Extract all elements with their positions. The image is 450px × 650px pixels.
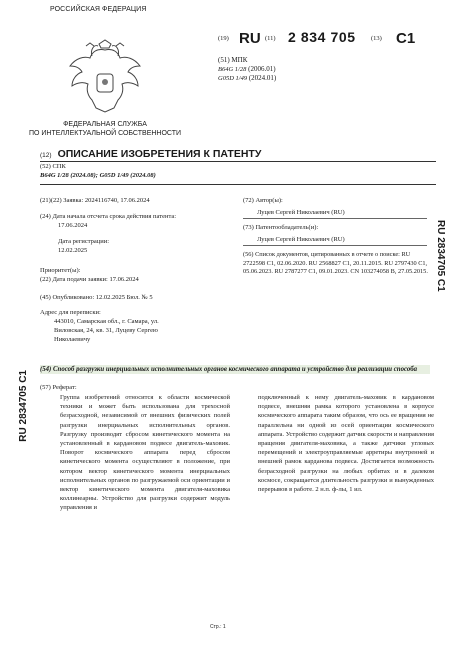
ipc-row-2 bbox=[218, 74, 276, 83]
application-field: (21)(22) Заявка: 2024116740, 17.06.2024 bbox=[40, 197, 150, 204]
registration-field bbox=[40, 237, 220, 255]
ipc-version-1: (2006.01) bbox=[248, 65, 276, 73]
title-text: ОПИСАНИЕ ИЗОБРЕТЕНИЯ К ПАТЕНТУ bbox=[57, 148, 262, 160]
author-label: (72) Автор(ы): bbox=[243, 197, 283, 204]
right-margin-code-text: RU 2834705 C1 bbox=[435, 220, 446, 292]
term-start-value: 17.06.2024 bbox=[58, 222, 88, 229]
kind-code: C1 bbox=[396, 30, 416, 47]
spk-value: B64G 1/28 (2024.08); G05D 1/49 (2024.08) bbox=[40, 172, 156, 179]
abstract-label: (57) Реферат: bbox=[40, 384, 77, 391]
left-margin-code bbox=[14, 370, 28, 450]
spk-label: (52) СПК bbox=[40, 163, 66, 170]
registration-label: Дата регистрации: bbox=[58, 238, 110, 245]
author-field bbox=[243, 196, 428, 217]
ipc-version-2: (2024.01) bbox=[248, 74, 277, 82]
ipc-class-1: B64G 1/28 bbox=[218, 66, 247, 73]
owner-label: (73) Патентообладатель(и): bbox=[243, 224, 319, 231]
registration-value: 12.02.2025 bbox=[58, 247, 88, 254]
page-footer: Стр.: 1 bbox=[210, 624, 226, 630]
agency-name bbox=[20, 120, 190, 138]
priority-field bbox=[40, 266, 220, 284]
coat-of-arms-emblem bbox=[62, 38, 148, 120]
ipc-row-1 bbox=[218, 65, 276, 74]
left-margin-code-text: RU 2834705 C1 bbox=[18, 370, 29, 442]
cited-documents: (56) Список документов, цитированных в отчете о поиске: RU 2722598 C1, 02.06.2020. RU 2568827 C1, 20.11.2015. RU 2797430 C1, 05.06.2023. RU 2787277 C1, 09.01.2023. CN 103274058 B, 27.05.2015. bbox=[243, 251, 428, 276]
address-line-1: 443010, Самарская обл., г. Самара, ул. bbox=[54, 318, 159, 325]
country-heading: РОССИЙСКАЯ ФЕДЕРАЦИЯ bbox=[50, 6, 147, 13]
inid-code-11: (11) bbox=[265, 35, 276, 42]
right-margin-code bbox=[430, 220, 444, 300]
abstract-left-column: Группа изобретений относится к области космической техники и может быть использована для трехосной безрасходной, независимой от внешних физических полей разгрузки инерциальных исполнительных органов. Разгрузку производят сбросом кинетического момента на установленный в кардановом подвесе двигатель-маховик. Поворот космического аппарата перед сбросом кинетического момента осуществляют в положение, при котором вектор кинетического момента инерциальных исполнительных органов по разгружаемой оси ориентации и вектор кинетического момента двигателя-маховика коллинеарны. Устройство для разгрузки содержит модуль управления и bbox=[60, 394, 230, 512]
invention-title: (54) Способ разгрузки инерциальных исполнительных органов космического аппарата и устройство для реализации способа bbox=[40, 365, 430, 374]
term-start-field bbox=[40, 212, 220, 230]
ipc-label: (51) МПК bbox=[218, 56, 248, 64]
agency-line-2: ПО ИНТЕЛЛЕКТУАЛЬНОЙ СОБСТВЕННОСТИ bbox=[28, 130, 182, 137]
address-field bbox=[40, 308, 220, 344]
ipc-class-2: G05D 1/49 bbox=[218, 75, 248, 82]
spk-block bbox=[40, 162, 430, 180]
owner-divider bbox=[243, 245, 427, 246]
owner-field bbox=[243, 223, 428, 244]
publication-field: (45) Опубликовано: 12.02.2025 Бюл. № 5 bbox=[40, 294, 153, 301]
priority-label: Приоритет(ы): bbox=[40, 267, 81, 274]
filing-date: (22) Дата подачи заявки: 17.06.2024 bbox=[40, 276, 139, 283]
abstract-right-column: подключенный к нему двигатель-маховик в кардановом подвесе, внешняя рамка которого установлена в корпусе космического аппарата таким образом, что ось ее вращения не параллельна ни одной из осей ориентации космического аппарата. Устройство содержит датчик скорости и направления вращения двигателя-маховика, а также датчики угловых перемещений и электроуправляемые арретиры внутренней и внешней рамок карданова подвеса. Достигается возможность безрасходной разгрузки на любых орбитах и в далеком космосе, сокращается длительность разгрузки и вынужденных перерывов в работе. 2 н.п. ф-лы, 1 ил. bbox=[258, 394, 434, 494]
address-label: Адрес для переписки: bbox=[40, 309, 101, 316]
spk-divider bbox=[40, 184, 436, 185]
author-divider bbox=[243, 218, 427, 219]
patent-number: 2 834 705 bbox=[288, 29, 356, 45]
inid-code-19: (19) bbox=[218, 35, 229, 42]
agency-line-1: ФЕДЕРАЛЬНАЯ СЛУЖБА bbox=[63, 121, 147, 128]
ipc-block bbox=[218, 56, 276, 83]
country-code: RU bbox=[239, 30, 261, 47]
inid-code-13: (13) bbox=[371, 35, 382, 42]
address-line-2: Виловская, 24, кв. 31, Луцеву Сергею bbox=[54, 327, 158, 334]
term-start-label: (24) Дата начала отсчета срока действия патента: bbox=[40, 213, 177, 220]
title-inid-code: (12) bbox=[40, 152, 52, 159]
owner-name: Луцев Сергей Николаевич (RU) bbox=[257, 236, 345, 243]
author-name: Луцев Сергей Николаевич (RU) bbox=[257, 209, 345, 216]
document-title bbox=[40, 148, 261, 160]
address-line-3: Николаевичу bbox=[54, 336, 91, 343]
